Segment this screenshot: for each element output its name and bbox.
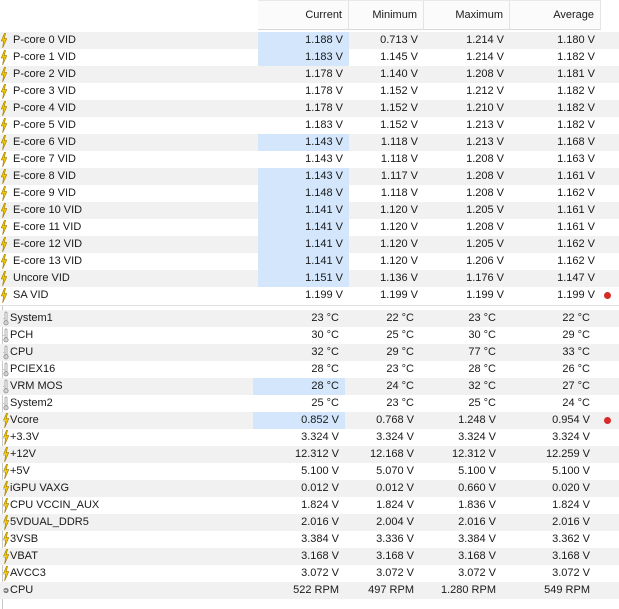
- sensor-row[interactable]: [0, 168, 619, 185]
- value-minimum: 1.120 V: [380, 221, 418, 233]
- value-minimum: 23 °C: [386, 397, 414, 409]
- sensor-row[interactable]: [0, 100, 619, 117]
- tree-tick: [3, 437, 6, 438]
- value-average: 1.147 V: [557, 272, 595, 284]
- value-average: 27 °C: [562, 380, 590, 392]
- sensor-row[interactable]: [0, 310, 619, 327]
- sensor-label: AVCC3: [10, 567, 46, 579]
- value-average: 3.362 V: [552, 533, 590, 545]
- value-average: 1.161 V: [557, 221, 595, 233]
- sensor-row[interactable]: [0, 185, 619, 202]
- value-minimum: 1.140 V: [380, 68, 418, 80]
- value-average: 2.016 V: [552, 516, 590, 528]
- value-maximum: 1.208 V: [466, 221, 504, 233]
- value-minimum: 1.118 V: [380, 187, 418, 199]
- value-minimum: 1.152 V: [380, 119, 418, 131]
- value-average: 1.180 V: [557, 34, 595, 46]
- value-maximum: 1.836 V: [458, 499, 496, 511]
- value-average: 1.182 V: [557, 51, 595, 63]
- value-current: 1.183 V: [258, 49, 349, 66]
- value-current: 0.852 V: [253, 412, 345, 429]
- value-current: 1.141 V: [258, 202, 349, 219]
- value-maximum: 30 °C: [468, 329, 496, 341]
- sensor-label: +12V: [10, 448, 36, 460]
- value-maximum: 1.208 V: [466, 153, 504, 165]
- sensor-row[interactable]: [0, 66, 619, 83]
- bolt-icon: [1, 152, 7, 167]
- value-current: 5.100 V: [301, 465, 339, 477]
- tree-tick: [3, 369, 6, 370]
- sensor-row[interactable]: [0, 151, 619, 168]
- value-minimum: 23 °C: [386, 363, 414, 375]
- sensor-label: +3.3V: [10, 431, 40, 443]
- tree-tick: [3, 420, 6, 421]
- value-current: 1.178 V: [305, 85, 343, 97]
- tree-tick: [3, 386, 6, 387]
- value-current: 3.072 V: [301, 567, 339, 579]
- value-current: 1.143 V: [258, 134, 349, 151]
- tree-tick: [3, 454, 6, 455]
- value-current: 1.178 V: [305, 68, 343, 80]
- column-header-current[interactable]: Current: [258, 1, 349, 30]
- bolt-icon: [1, 237, 7, 252]
- sensor-row[interactable]: [0, 327, 619, 344]
- sensor-row[interactable]: [0, 219, 619, 236]
- tree-tick: [3, 522, 6, 523]
- value-current: 32 °C: [311, 346, 339, 358]
- tree-tick: [3, 318, 6, 319]
- value-maximum: 1.205 V: [466, 238, 504, 250]
- sensor-label: CPU: [10, 584, 34, 596]
- sensor-row[interactable]: [0, 514, 619, 531]
- value-minimum: 3.336 V: [376, 533, 414, 545]
- value-current: 3.384 V: [301, 533, 339, 545]
- value-average: 0.020 V: [552, 482, 590, 494]
- sensor-row[interactable]: [0, 429, 619, 446]
- sensor-label: VBAT: [10, 550, 38, 562]
- value-average: 1.162 V: [557, 255, 595, 267]
- tree-tick: [3, 488, 6, 489]
- value-average: 1.162 V: [557, 238, 595, 250]
- sensor-row[interactable]: [0, 117, 619, 134]
- value-minimum: 497 RPM: [368, 584, 414, 596]
- value-minimum: 3.324 V: [376, 431, 414, 443]
- value-maximum: 3.072 V: [458, 567, 496, 579]
- value-current: 1.824 V: [301, 499, 339, 511]
- value-minimum: 0.713 V: [380, 34, 418, 46]
- value-maximum: 1.213 V: [466, 119, 504, 131]
- value-current: 1.141 V: [258, 219, 349, 236]
- sensor-row[interactable]: [0, 378, 619, 395]
- value-minimum: 1.152 V: [380, 85, 418, 97]
- bolt-icon: [1, 203, 7, 218]
- value-maximum: 1.208 V: [466, 68, 504, 80]
- sensor-label: E-core 11 VID: [13, 221, 82, 233]
- bolt-icon: [1, 186, 7, 201]
- value-minimum: 24 °C: [386, 380, 414, 392]
- value-minimum: 29 °C: [386, 346, 414, 358]
- value-minimum: 25 °C: [386, 329, 414, 341]
- sensor-label: E-core 7 VID: [13, 153, 76, 165]
- bolt-icon: [1, 101, 7, 116]
- value-minimum: 1.152 V: [380, 102, 418, 114]
- value-maximum: 1.213 V: [466, 136, 504, 148]
- sensor-label: SA VID: [13, 289, 49, 301]
- tree-tick: [3, 539, 6, 540]
- value-maximum: 1.214 V: [466, 34, 504, 46]
- alert-dot: [604, 417, 611, 424]
- bolt-icon: [1, 118, 7, 133]
- value-average: 0.954 V: [552, 414, 590, 426]
- sensor-label: E-core 6 VID: [13, 136, 76, 148]
- value-current: 12.312 V: [294, 448, 339, 460]
- value-maximum: 3.324 V: [458, 431, 496, 443]
- sensor-row[interactable]: [0, 497, 619, 514]
- value-minimum: 1.136 V: [380, 272, 418, 284]
- sensor-label: E-core 13 VID: [13, 255, 83, 267]
- value-average: 1.199 V: [557, 289, 595, 301]
- value-current: 3.324 V: [301, 431, 339, 443]
- value-current: 1.143 V: [258, 168, 349, 185]
- sensor-label: E-core 9 VID: [13, 187, 76, 199]
- value-maximum: 1.205 V: [466, 204, 504, 216]
- sensor-label: VRM MOS: [10, 380, 63, 392]
- sensor-label: PCH: [10, 329, 34, 341]
- value-maximum: 23 °C: [468, 312, 496, 324]
- tree-tick: [3, 403, 6, 404]
- value-current: 2.016 V: [301, 516, 339, 528]
- value-average: 1.161 V: [557, 204, 595, 216]
- sensor-label: PCIEX16: [10, 363, 56, 375]
- tree-tick: [3, 471, 6, 472]
- value-minimum: 1.145 V: [380, 51, 418, 63]
- value-minimum: 12.168 V: [369, 448, 414, 460]
- value-minimum: 3.072 V: [376, 567, 414, 579]
- value-current: 1.141 V: [258, 253, 349, 270]
- value-current: 1.148 V: [258, 185, 349, 202]
- sensor-label: P-core 4 VID: [13, 102, 76, 114]
- value-minimum: 3.168 V: [376, 550, 414, 562]
- value-maximum: 12.312 V: [451, 448, 496, 460]
- tree-tick: [3, 335, 6, 336]
- value-current: 28 °C: [311, 363, 339, 375]
- sensor-label: CPU VCCIN_AUX: [10, 499, 100, 511]
- sensor-label: iGPU VAXG: [10, 482, 70, 494]
- sensor-row[interactable]: [0, 202, 619, 219]
- sensor-label: +5V: [10, 465, 30, 477]
- value-average: 1.162 V: [557, 187, 595, 199]
- value-maximum: 5.100 V: [458, 465, 496, 477]
- tree-tick: [3, 573, 6, 574]
- sensor-label: Vcore: [10, 414, 39, 426]
- sensor-row[interactable]: [0, 49, 619, 66]
- bolt-icon: [1, 135, 7, 150]
- cpu-voltage-section: [0, 32, 619, 304]
- value-minimum: 1.120 V: [380, 238, 418, 250]
- column-header: [0, 0, 619, 31]
- value-maximum: 1.208 V: [466, 187, 504, 199]
- sensor-row[interactable]: [0, 83, 619, 100]
- value-current: 3.168 V: [301, 550, 339, 562]
- sensor-row[interactable]: [0, 134, 619, 151]
- tree-tick: [3, 505, 6, 506]
- sensor-label: P-core 2 VID: [13, 68, 76, 80]
- value-average: 24 °C: [562, 397, 590, 409]
- value-average: 1.182 V: [557, 119, 595, 131]
- sensor-row[interactable]: [0, 463, 619, 480]
- value-current: 1.151 V: [258, 270, 349, 287]
- value-current: 1.188 V: [258, 32, 349, 49]
- sensor-row[interactable]: [0, 480, 619, 497]
- sensor-label: E-core 8 VID: [13, 170, 76, 182]
- sensor-row[interactable]: [0, 361, 619, 378]
- value-maximum: 3.168 V: [458, 550, 496, 562]
- motherboard-section: [0, 310, 619, 599]
- sensor-label: E-core 10 VID: [13, 204, 83, 216]
- value-maximum: 1.248 V: [458, 414, 496, 426]
- value-current: 1.178 V: [305, 102, 343, 114]
- section-divider: [0, 305, 619, 306]
- value-average: 1.163 V: [557, 153, 595, 165]
- value-maximum: 32 °C: [468, 380, 496, 392]
- value-minimum: 5.070 V: [376, 465, 414, 477]
- value-average: 1.168 V: [557, 136, 595, 148]
- value-maximum: 0.660 V: [458, 482, 496, 494]
- value-minimum: 0.768 V: [376, 414, 414, 426]
- sensor-label: E-core 12 VID: [13, 238, 83, 250]
- value-minimum: 1.120 V: [380, 204, 418, 216]
- value-current: 0.012 V: [301, 482, 339, 494]
- sensor-label: 3VSB: [10, 533, 39, 545]
- value-average: 1.182 V: [557, 85, 595, 97]
- value-average: 1.182 V: [557, 102, 595, 114]
- sensor-row[interactable]: [0, 344, 619, 361]
- sensor-row[interactable]: [0, 236, 619, 253]
- value-minimum: 1.118 V: [380, 153, 418, 165]
- value-current: 522 RPM: [293, 584, 339, 596]
- value-average: 12.259 V: [545, 448, 590, 460]
- value-maximum: 1.208 V: [466, 170, 504, 182]
- sensor-row[interactable]: [0, 565, 619, 582]
- sensor-label: P-core 3 VID: [13, 85, 76, 97]
- value-average: 3.324 V: [552, 431, 590, 443]
- bolt-icon: [1, 271, 7, 286]
- value-average: 22 °C: [562, 312, 590, 324]
- value-average: 1.161 V: [557, 170, 595, 182]
- value-maximum: 1.280 RPM: [440, 584, 496, 596]
- bolt-icon: [1, 84, 7, 99]
- value-minimum: 1.117 V: [380, 170, 418, 182]
- value-average: 29 °C: [562, 329, 590, 341]
- value-maximum: 1.210 V: [466, 102, 504, 114]
- value-current: 1.143 V: [305, 153, 343, 165]
- sensor-label: CPU: [10, 346, 34, 358]
- sensor-label: Uncore VID: [13, 272, 70, 284]
- value-average: 1.181 V: [557, 68, 595, 80]
- sensor-row[interactable]: [0, 582, 619, 599]
- value-average: 3.072 V: [552, 567, 590, 579]
- value-average: 3.168 V: [552, 550, 590, 562]
- sensor-row[interactable]: [0, 270, 619, 287]
- value-minimum: 1.118 V: [380, 136, 418, 148]
- value-current: 1.199 V: [305, 289, 343, 301]
- value-current: 1.183 V: [305, 119, 343, 131]
- sensor-row[interactable]: [0, 548, 619, 565]
- sensor-row[interactable]: [0, 395, 619, 412]
- value-average: 549 RPM: [544, 584, 590, 596]
- bolt-icon: [1, 288, 7, 303]
- sensor-label: System1: [10, 312, 53, 324]
- bolt-icon: [1, 220, 7, 235]
- bolt-icon: [1, 169, 7, 184]
- value-minimum: 22 °C: [386, 312, 414, 324]
- bolt-icon: [1, 33, 7, 48]
- sensor-row[interactable]: [0, 531, 619, 548]
- column-header-minimum[interactable]: Minimum: [349, 1, 424, 30]
- column-header-average[interactable]: Average: [510, 1, 601, 30]
- value-maximum: 1.214 V: [466, 51, 504, 63]
- tree-tick: [3, 556, 6, 557]
- value-minimum: 1.824 V: [376, 499, 414, 511]
- value-maximum: 3.384 V: [458, 533, 496, 545]
- value-maximum: 1.212 V: [466, 85, 504, 97]
- value-current: 23 °C: [311, 312, 339, 324]
- value-maximum: 1.199 V: [466, 289, 504, 301]
- value-current: 1.141 V: [258, 236, 349, 253]
- value-average: 33 °C: [562, 346, 590, 358]
- bolt-icon: [1, 67, 7, 82]
- alert-dot: [604, 292, 611, 299]
- tree-tick: [3, 352, 6, 353]
- value-average: 5.100 V: [552, 465, 590, 477]
- value-minimum: 2.004 V: [376, 516, 414, 528]
- bolt-icon: [1, 50, 7, 65]
- value-maximum: 1.206 V: [466, 255, 504, 267]
- sensor-label: 5VDUAL_DDR5: [10, 516, 89, 528]
- sensor-row[interactable]: [0, 32, 619, 49]
- value-maximum: 28 °C: [468, 363, 496, 375]
- value-minimum: 0.012 V: [376, 482, 414, 494]
- value-minimum: 1.199 V: [380, 289, 418, 301]
- sensor-label: P-core 0 VID: [13, 34, 76, 46]
- column-header-maximum[interactable]: Maximum: [424, 1, 510, 30]
- sensor-label: P-core 1 VID: [13, 51, 76, 63]
- value-current: 25 °C: [311, 397, 339, 409]
- sensor-row[interactable]: [0, 287, 619, 304]
- sensor-row[interactable]: [0, 412, 619, 429]
- sensor-row[interactable]: [0, 253, 619, 270]
- value-maximum: 77 °C: [468, 346, 496, 358]
- value-maximum: 1.176 V: [466, 272, 504, 284]
- value-maximum: 25 °C: [468, 397, 496, 409]
- bolt-icon: [1, 254, 7, 269]
- sensor-label: P-core 5 VID: [13, 119, 76, 131]
- value-current: 28 °C: [253, 378, 345, 395]
- sensor-row[interactable]: [0, 446, 619, 463]
- value-minimum: 1.120 V: [380, 255, 418, 267]
- value-maximum: 2.016 V: [458, 516, 496, 528]
- value-current: 30 °C: [311, 329, 339, 341]
- value-average: 26 °C: [562, 363, 590, 375]
- tree-tick: [3, 590, 6, 591]
- value-average: 1.824 V: [552, 499, 590, 511]
- sensor-label: System2: [10, 397, 53, 409]
